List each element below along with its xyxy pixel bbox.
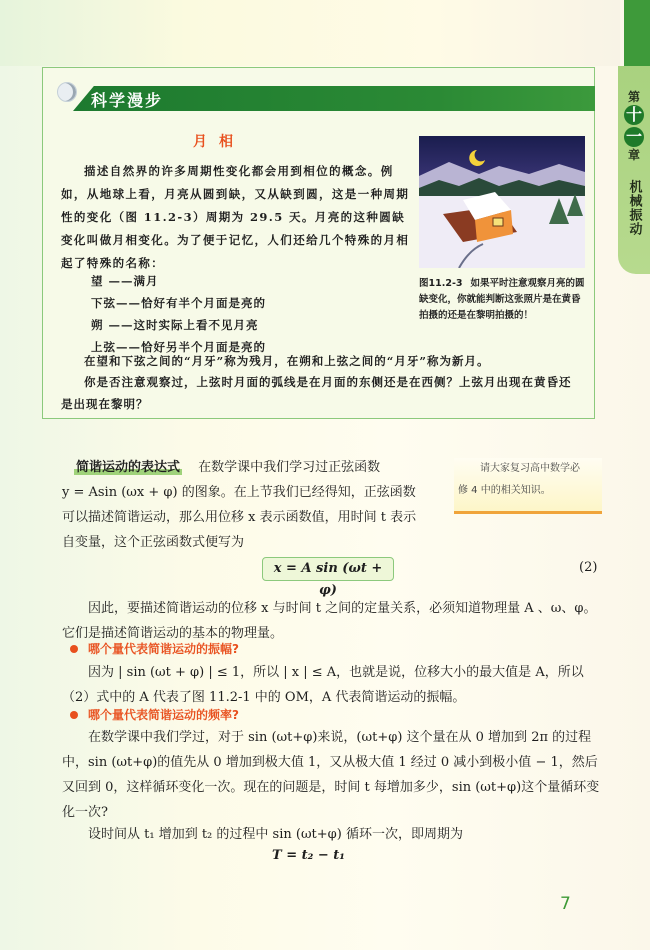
page-header-band	[0, 0, 620, 66]
science-title: 月相	[193, 134, 245, 150]
chapter-number-circle: 一	[625, 127, 642, 146]
phase-item: 下弦——恰好有半个月面是亮的	[91, 296, 266, 310]
intro-line: 可以描述简谐运动，那么用位移 x 表示函数值，用时间 t 表示	[62, 510, 417, 525]
question-text: 哪个量代表简谐运动的振幅?	[88, 642, 239, 656]
science-note: 在望和下弦之间的“月牙”称为残月，在朔和上弦之间的“月牙”称为新月。	[84, 354, 490, 368]
chapter-tab	[618, 66, 650, 274]
science-question: 你是否注意观察过，上弦时月面的弧线是在月面的东侧还是在西侧？上弦月出现在黄昏还是出现在黎明？	[61, 375, 572, 411]
chapter-title: 机械振动	[626, 180, 642, 236]
science-banner-label: 科学漫步	[91, 91, 164, 110]
equation-number: (2)	[579, 560, 598, 575]
moon-phase-list	[91, 270, 266, 358]
chapter-tab-accent	[624, 0, 650, 66]
paragraph-period: 设时间从 t₁ 增加到 t₂ 的过程中 sin (ωt+φ) 循环一次，即周期为	[88, 827, 463, 842]
paragraph-frequency: 在数学课中我们学过，对于 sin (ωt+φ)来说，(ωt+φ) 这个量在从 0 增加到 2π 的过程中，sin (ωt+φ)的值先从 0 增加到极大值 1，又从极大值 1 经过 0 减小到极小值 − 1，然后又回到 0，这样循环变化一次。现在的问题是，时间 t 每增加多少，sin (ωt+φ)这个量循环变化一次?	[62, 730, 600, 820]
question-frequency	[70, 706, 239, 723]
paragraph-amplitude: 因为 | sin (ωt + φ) | ≤ 1，所以 | x | ≤ A，也就是说，位移大小的最大值是 A，所以（2）式中的 A 代表了图 11.2-1 中的 OM，A 代表简谐运动的振幅。	[62, 665, 584, 705]
science-paragraph: 描述自然界的许多周期性变化都会用到相位的概念。例如，从地球上看，月亮从圆到缺，又从缺到圆，这是一种周期性的变化（图 11.2-3）周期为 29.5 天。月亮的这种圆缺变化叫做月相变化。为了便于记忆，人们还给几个特殊的月相起了特殊的名称：	[61, 164, 410, 270]
margin-note	[454, 458, 602, 514]
intro-line: 自变量，这个正弦函数式便写为	[62, 535, 245, 550]
margin-note-line: 修 4 中的相关知识。	[458, 485, 551, 496]
figure-caption-text: 如果平时注意观察月亮的圆缺变化，你就能判断这张照片是在黄昏拍摄的还是在黎明拍摄的！	[419, 278, 585, 321]
intro-line: y = Asin (ωx + φ) 的图象。在上节我们已经得知，正弦函数	[62, 485, 416, 500]
phase-item: 朔 ——这时实际上看不见月亮	[91, 318, 259, 332]
illustration-svg	[419, 136, 585, 268]
phase-item: 望 ——满月	[91, 274, 159, 288]
section-heading: 简谐运动的表达式	[76, 460, 181, 475]
moon-icon	[57, 82, 77, 102]
period-equation: T = t₂ − t₁	[272, 848, 345, 863]
winter-house-illustration	[419, 136, 585, 268]
chapter-suffix: 章	[627, 148, 640, 162]
page-number: 7	[560, 894, 571, 914]
paragraph-quantities: 因此，要描述简谐运动的位移 x 与时间 t 之间的定量关系，必须知道物理量 A 、ω、φ。它们是描述简谐运动的基本的物理量。	[62, 601, 597, 641]
equation-box: x = A sin (ωt + φ)	[262, 557, 394, 581]
margin-note-line: 请大家复习高中数学必	[480, 463, 580, 474]
science-walk-box	[42, 67, 595, 419]
intro-line: 在数学课中我们学习过正弦函数	[198, 460, 381, 475]
chapter-number-circle: 十	[625, 105, 642, 124]
question-text: 哪个量代表简谐运动的频率?	[88, 708, 239, 722]
phase-item: 上弦——恰好另半个月面是亮的	[91, 340, 266, 354]
bullet-dot-icon	[70, 711, 78, 719]
chapter-prefix: 第	[627, 90, 640, 104]
figure-caption	[419, 276, 589, 324]
expression-section-intro	[62, 455, 452, 555]
question-amplitude	[70, 640, 239, 657]
figure-label: 图11.2-3	[419, 278, 463, 289]
bullet-dot-icon	[70, 645, 78, 653]
